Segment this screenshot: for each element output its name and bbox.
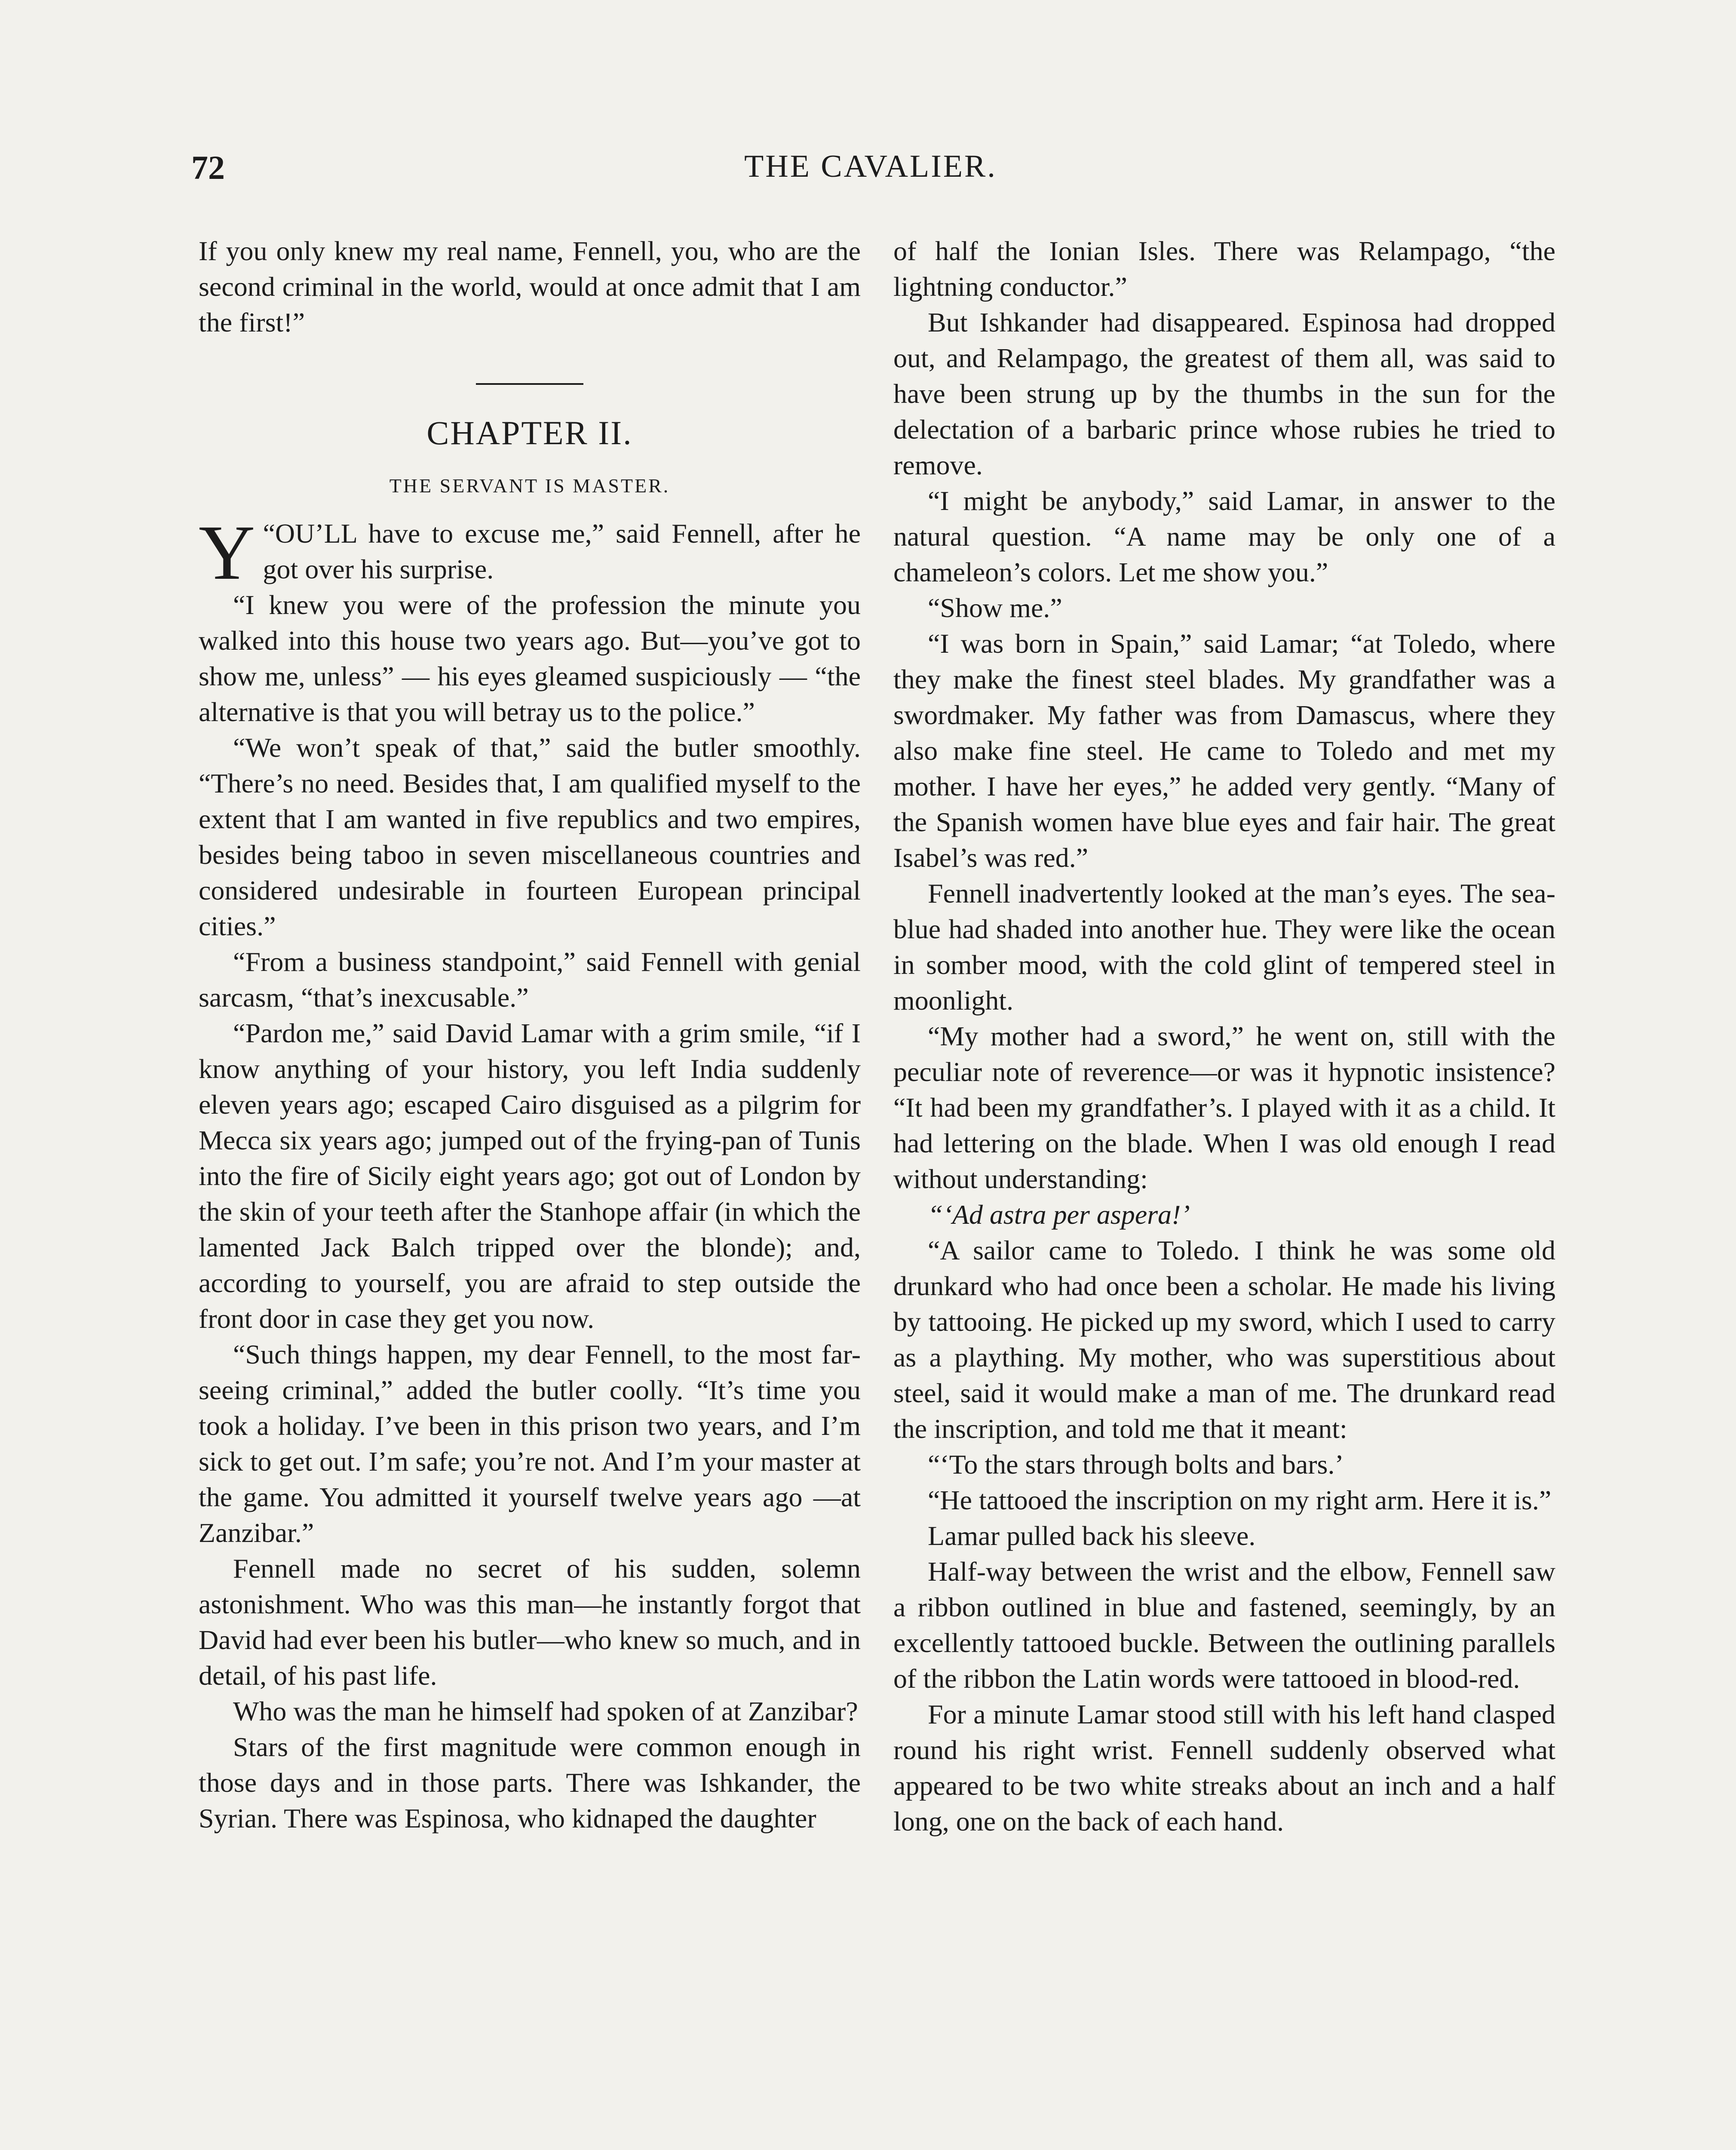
paragraph: “‘To the stars through bolts and bars.’ xyxy=(928,1449,1344,1480)
right-column xyxy=(893,233,1555,1839)
paragraph: Half-way between the wrist and the elbow, Fennell saw a ribbon outlined in blue and fastened, seemingly, by an excellently tattooed buckle. Between the outlining parallels of the ribbon the Latin words were tattooed in blood-red. xyxy=(893,1556,1555,1694)
paragraph: Fennell inadvertently looked at the man’s eyes. The sea-blue had shaded into another hue. They were like the ocean in somber mood, with the cold glint of tempered steel in moonlight. xyxy=(893,878,1555,1016)
page-number: 72 xyxy=(191,149,225,186)
first-paragraph xyxy=(199,510,861,596)
running-head xyxy=(191,148,1550,200)
paragraph: “Such things happen, my dear Fennell, to the most far-seeing criminal,” added the butler coolly. “It’s time you took a holiday. I’ve been in this prison two years, and I’m sick to get out. I’m safe; you’re not. And I’m your master at the game. You admitted it yourself twelve years ago —at Zanzibar.” xyxy=(199,1339,861,1548)
paragraph: “My mother had a sword,” he went on, still with the peculiar note of reverence—or was it hypnotic insistence? “It had been my grandfather’s. I played with it as a child. It had lettering on the blade. When I was old enough I read without understanding: xyxy=(893,1021,1555,1194)
chapter-title: CHAPTER II. xyxy=(426,414,633,452)
first-paragraph-text: OU’LL have to excuse me,” said Fennell, after he got over his surprise. xyxy=(263,518,861,584)
paragraph: “From a business standpoint,” said Fennell with genial sarcasm, “that’s inexcusable.” xyxy=(199,946,861,1013)
drop-cap-letter: Y xyxy=(199,510,255,596)
latin-motto: “‘Ad astra per aspera!’ xyxy=(928,1199,1190,1230)
paragraph: “Pardon me,” said David Lamar with a grim smile, “if I know anything of your history, you left India suddenly eleven years ago; escaped Cairo disguised as a pilgrim for Mecca six years ago; jumped out of the frying-pan of Tunis into the fire of Sicily eight years ago; got out of London by the skin of your teeth after the Stanhope affair (in which the lamented Jack Balch tripped over the blonde); and, according to yourself, you are afraid to step outside the front door in case they get you now. xyxy=(199,1018,861,1334)
continued-paragraph: of half the Ionian Isles. There was Relampago, “the lightning conductor.” xyxy=(893,236,1555,302)
opening-quote: “ xyxy=(263,518,275,549)
paragraph: “We won’t speak of that,” said the butler smoothly. “There’s no need. Besides that, I am qualified myself to the extent that I am wanted in five republics and two empires, besides being taboo in seven miscellaneous countries and considered undesirable in fourteen European principal cities.” xyxy=(199,732,861,941)
paragraph: Lamar pulled back his sleeve. xyxy=(928,1520,1256,1551)
paragraph: “I knew you were of the profession the minute you walked into this house two years ago. But—you’ve got to show me, unless” — his eyes gleamed suspiciously — “the alternative is that you will betray us to the police.” xyxy=(199,590,861,727)
opening-paragraph: If you only knew my real name, Fennell, you, who are the second criminal in the world, would at once admit that I am the first!” xyxy=(199,236,861,338)
paragraph: “A sailor came to Toledo. I think he was some old drunkard who had once been a scholar. He made his living by tattooing. He picked up my sword, which I used to carry as a plaything. My mother, who was superstitious about steel, said it would make a man of me. The drunkard read the inscription, and told me that it meant: xyxy=(893,1235,1555,1444)
paragraph: But Ishkander had disappeared. Espinosa had dropped out, and Relampago, the greatest of them all, was said to have been strung up by the thumbs in the sun for the delectation of a barbaric prince whose rubies he tried to remove. xyxy=(893,307,1555,480)
chapter-subtitle: THE SERVANT IS MASTER. xyxy=(389,475,670,497)
paragraph: Stars of the first magnitude were common enough in those days and in those parts. There was Ishkander, the Syrian. There was Espinosa, who kidnaped the daughter xyxy=(199,1732,861,1834)
paragraph: Fennell made no secret of his sudden, solemn astonishment. Who was this man—he instantly forgot that David had ever been his butler—who knew so much, and in detail, of his past life. xyxy=(199,1553,861,1691)
paragraph: “I might be anybody,” said Lamar, in answer to the natural question. “A name may be only one of a chameleon’s colors. Let me show you.” xyxy=(893,485,1555,587)
paragraph: “Show me.” xyxy=(928,593,1062,623)
paragraph: “I was born in Spain,” said Lamar; “at Toledo, where they make the finest steel blades. My grandfather was a swordmaker. My father was from Damascus, where they also make fine steel. He came to Toledo and met my mother. I have her eyes,” he added very gently. “Many of the Spanish women have blue eyes and fair hair. The great Isabel’s was red.” xyxy=(893,628,1555,873)
chapter-opening xyxy=(199,510,861,730)
left-column xyxy=(199,233,861,1836)
magazine-title: THE CAVALIER. xyxy=(744,149,997,184)
paragraph: “He tattooed the inscription on my right arm. Here it is.” xyxy=(928,1485,1552,1515)
paragraph: For a minute Lamar stood still with his left hand clasped round his right wrist. Fennell suddenly observed what appeared to be two white streaks about an inch and a half long, one on the back of each hand. xyxy=(893,1699,1555,1837)
paragraph: Who was the man he himself had spoken of at Zanzibar? xyxy=(233,1696,858,1726)
section-divider xyxy=(476,383,583,385)
